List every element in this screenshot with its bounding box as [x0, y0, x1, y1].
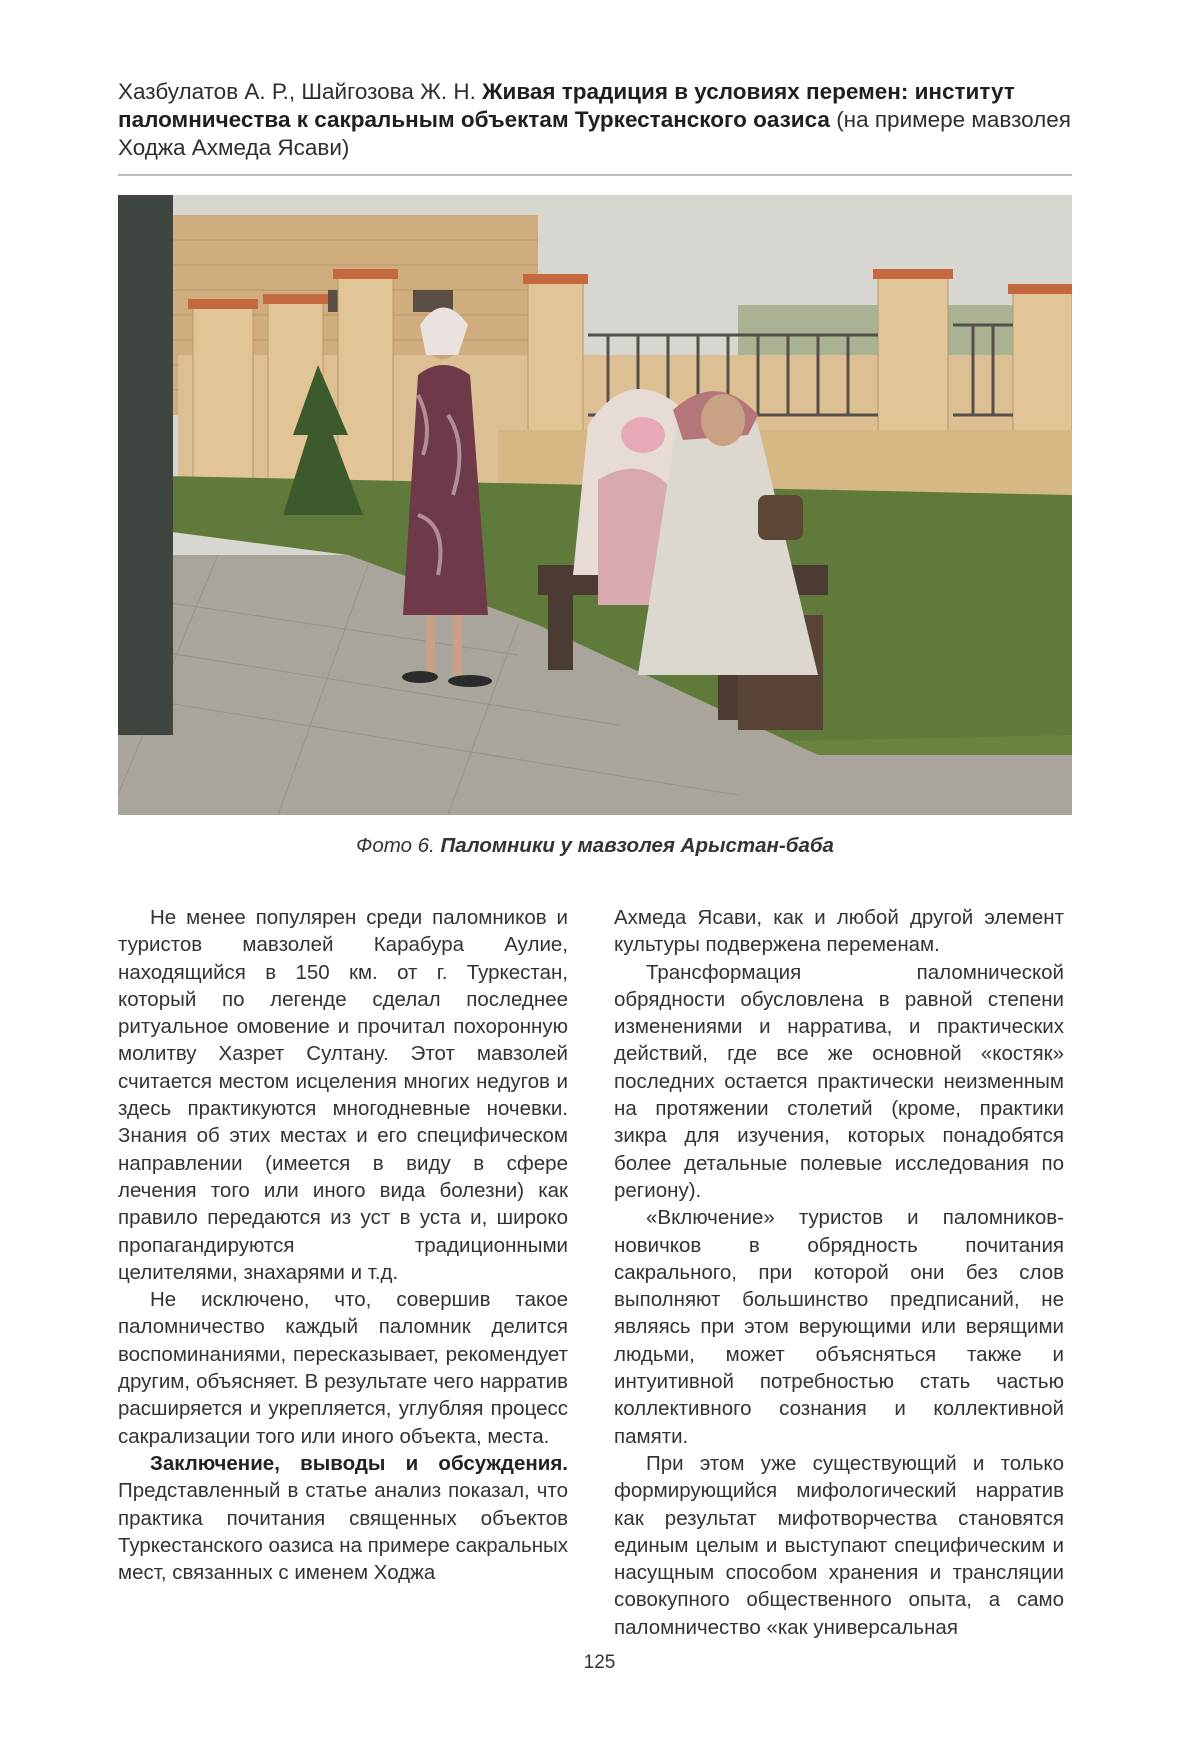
header-title-rest: (на примере мавзолея Ходжа Ахмеда Ясави) — [118, 107, 1071, 160]
right-paragraph-3: «Включение» туристов и паломников-новичков в обрядность почитания сакрального, при которой они без слов выполняют большинство предписаний, не являясь при этом верующими или верящими людьми, может объясняться также и интуитивной потребностью стать частью коллективного сознания и коллективной памяти. — [614, 1206, 1064, 1448]
running-header — [118, 78, 1072, 162]
left-column — [118, 904, 568, 1586]
right-paragraph-1: Ахмеда Ясави, как и любой другой элемент культуры подвержена переменам. — [614, 906, 1064, 957]
header-divider — [118, 174, 1072, 176]
photo-pole — [118, 195, 173, 735]
photo-illustration — [118, 195, 1072, 815]
header-title: Живая традиция в условиях перемен: институт паломничества к сакральным объектам Туркестанского оазиса — [118, 79, 1015, 132]
right-paragraph-4: При этом уже существующий и только формирующийся мифологический нарратив как результат мифотворчества становятся единым целым и выступают специфическим и насущным способом хранения и трансляции совокупного общественного опыта, а само паломничество «как универсальная — [614, 1451, 1064, 1639]
right-paragraph-2: Трансформация паломнической обрядности обусловлена в равной степени изменениями и нарратива, и практических действий, где все же основной «костяк» последних остается практически неизменным на протяжении столетий (кроме, практики зикра для изучения, которых понадобятся более детальные полевые исследования по региону). — [614, 960, 1064, 1202]
caption-prefix: Фото 6. — [356, 834, 441, 857]
page-number: 125 — [583, 1652, 616, 1673]
conclusion-text: Представленный в статье анализ показал, что практика почитания священных объектов Туркестанского оазиса на примере сакральных мест, связанных с именем Ходжа — [118, 1479, 568, 1585]
header-authors: Хазбулатов А. Р., Шайгозова Ж. Н. — [118, 79, 483, 104]
left-paragraph-3 — [118, 1450, 568, 1586]
right-column — [614, 904, 1064, 1641]
caption-title: Паломники у мавзолея Арыстан-баба — [440, 834, 834, 857]
left-paragraph-2: Не исключено, что, совершив такое паломничество каждый паломник делится воспоминаниями, пересказывает, рекомендует другим, объясняет. В результате чего нарратив расширяется и укрепляется, углубляя процесс сакрализации того или иного объекта, места. — [118, 1288, 568, 1448]
figure-photo — [118, 195, 1072, 815]
left-paragraph-1: Не менее популярен среди паломников и туристов мавзолей Карабура Аулие, находящийся в 150 км. от г. Туркестан, который по легенде сделал последнее ритуальное омовение и прочитал похоронную молитву Хазрет Султану. Этот мавзолей считается местом исцеления многих недугов и здесь практикуются многодневные ночевки. Знания об этих местах и его специфическом направлении (имеется в виду в сфере лечения того или иного вида болезни) как правило передаются из уст в уста и, широко пропагандируются традиционными целителями, знахарями и т.д. — [118, 906, 568, 1284]
conclusion-heading: Заключение, выводы и обсуждения. — [150, 1451, 568, 1475]
figure-caption — [118, 834, 1072, 858]
